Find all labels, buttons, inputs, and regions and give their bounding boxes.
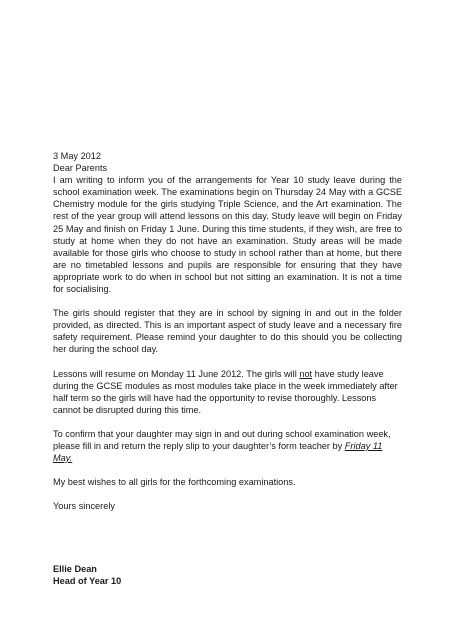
lessons-text-before: Lessons will resume on Monday 11 June 2012. The girls will [53, 368, 300, 379]
signatory-title: Head of Year 10 [53, 576, 122, 587]
paragraph-lessons-resume [53, 368, 402, 416]
lessons-text-after: have study leave during the GCSE modules as most modules take place in the week immediately after half term so the girls will have had the opportunity to revise thoroughly. Lessons cannot be disrupted during this time. [53, 368, 398, 415]
letter-body [53, 150, 402, 588]
paragraph-reply-slip [53, 428, 402, 464]
letter-closing: Yours sincerely [53, 501, 115, 512]
letter-date: 3 May 2012 [53, 151, 102, 161]
paragraph-study-leave: I am writing to inform you of the arrangements for Year 10 study leave during the school examination week. The examinations begin on Thursday 24 May with a GCSE Chemistry module for the girls studying Triple Science, and the Art examination. The rest of the year group will attend lessons on this day. Study leave will begin on Friday 25 May and finish on Friday 1 June. During this time students, if they wish, are free to study at home when they do not have an examination. Study areas will be made available for those girls who choose to study in school rather than at home, but there are no timetabled lessons and pupils are responsible for ensuring that they have appropriate work to do when in school but not sitting an examination. It is not a time for socialising. [53, 175, 402, 295]
signatory-name: Ellie Dean [53, 564, 97, 575]
signature-block [53, 563, 402, 587]
paragraph-registration: The girls should register that they are in school by signing in and out in the folder provided, as directed. This is an important aspect of study leave and a necessary fire safety requirement. Please remind your daughter to do this should you be collecting her during the school day. [53, 308, 402, 355]
reply-slip-text: To confirm that your daughter may sign in and out during school examination week, please fill in and return the reply slip to your daughter’s form teacher by [53, 428, 391, 451]
paragraph-best-wishes: My best wishes to all girls for the forthcoming examinations. [53, 477, 296, 488]
letter-salutation: Dear Parents [53, 163, 108, 174]
emphasis-not: not [299, 368, 313, 379]
reply-deadline: Friday 11 May. [53, 440, 383, 464]
